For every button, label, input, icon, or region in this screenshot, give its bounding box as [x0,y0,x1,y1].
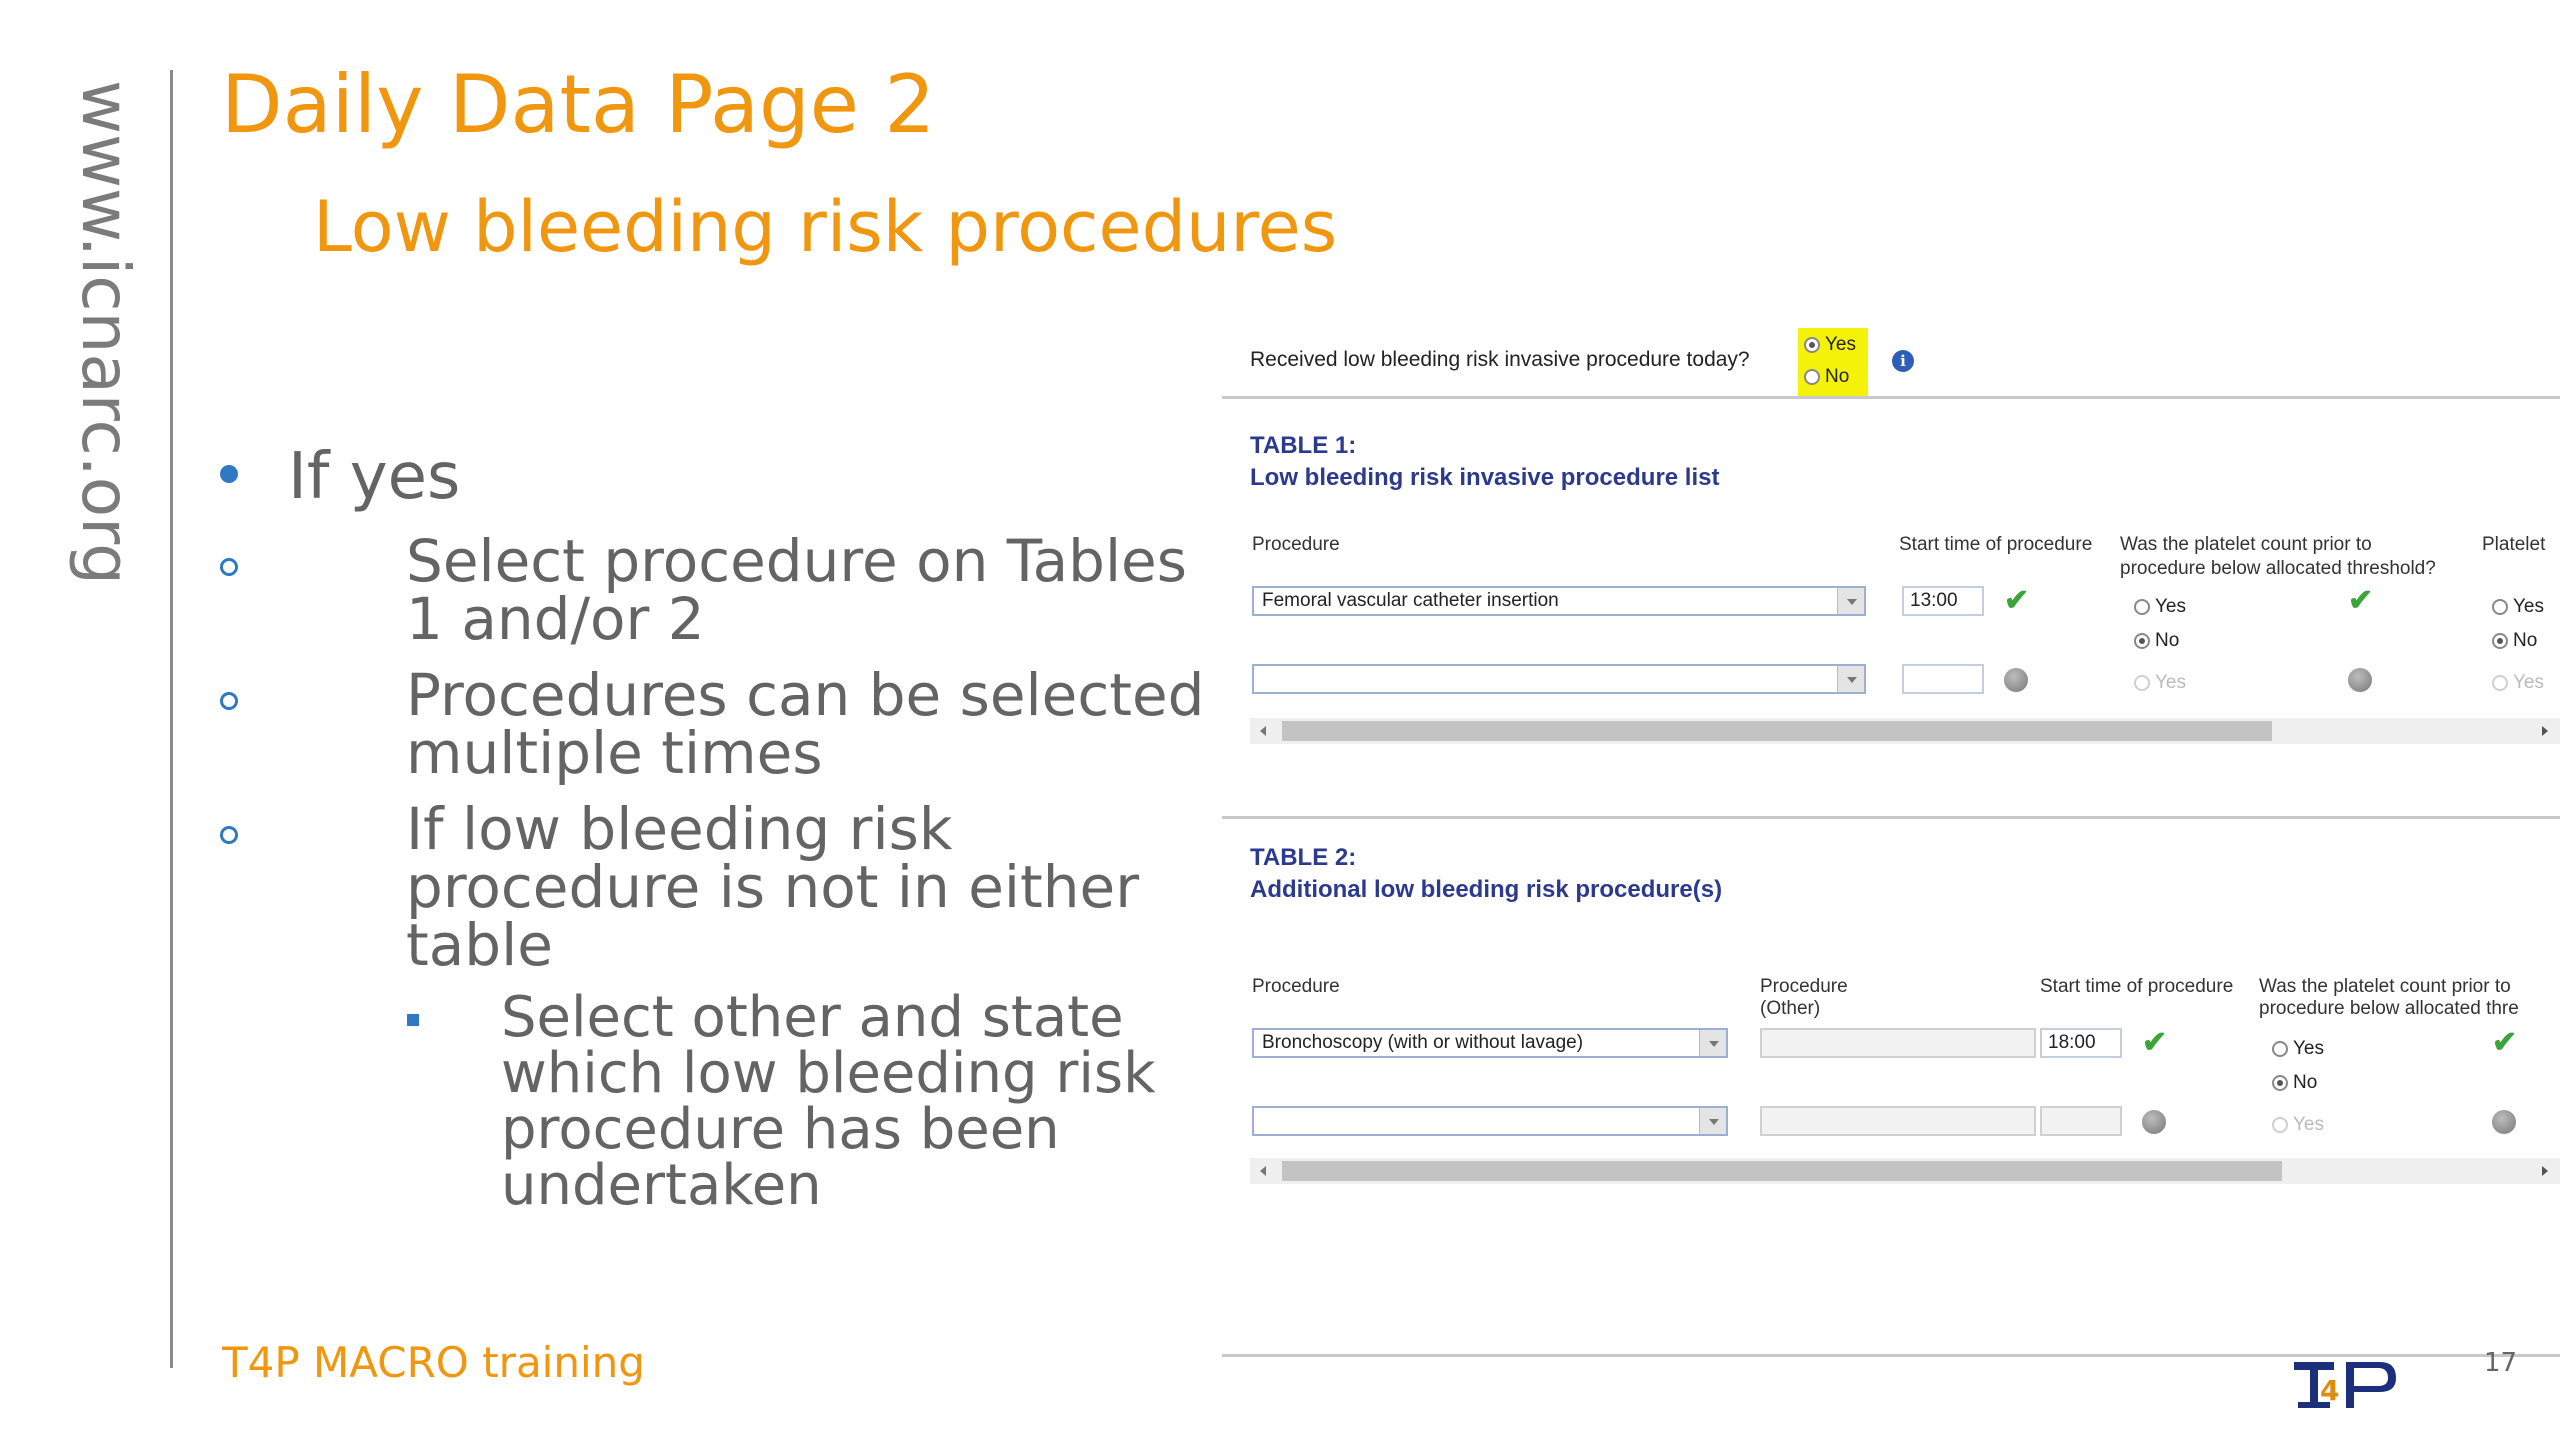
table2-row1-radio-yes[interactable]: Yes [2272,1038,2324,1060]
t4p-logo [2290,1348,2410,1412]
table1-row1-time-input[interactable]: 13:00 [1902,586,1984,616]
status-dot-icon [2004,668,2028,692]
radio-selected-icon [2134,633,2150,649]
side-url [48,80,163,600]
table1-scrollbar[interactable] [1250,718,2560,744]
radio-empty-icon [1804,369,1820,385]
bullet-level3-item [415,985,1235,1218]
table2-col-other-1: Procedure [1760,976,1848,997]
radio-disabled-icon [2492,675,2508,691]
table2-row1-radio-no[interactable]: No [2272,1072,2317,1094]
separator [1222,396,2560,399]
info-icon[interactable]: i [1892,350,1914,372]
table1-col-platelet-1: Was the platelet count prior to [2120,534,2372,555]
table2-col-start-time: Start time of procedure [2040,976,2234,997]
square-bullet-icon [407,1014,419,1026]
scroll-right-icon[interactable] [2542,1166,2548,1176]
table1-title: Low bleeding risk invasive procedure list [1250,464,1720,491]
page-number: 17 [2484,1348,2518,1378]
radio-empty-icon [2134,599,2150,615]
check-icon: ✔ [2004,584,2030,617]
table1-col-platelet-2: procedure below allocated threshold? [2120,558,2436,579]
dropdown-arrow-icon[interactable] [1699,1108,1726,1134]
t4p-logo-icon [2290,1348,2410,1412]
radio-empty-icon [2492,599,2508,615]
separator [1222,816,2560,819]
scroll-thumb[interactable] [1282,721,2272,741]
table2-col-platelet-1: Was the platelet count prior to [2259,976,2511,997]
table2-title: Additional low bleeding risk procedure(s) [1250,876,1723,903]
slide-title: Daily Data Page 2 [221,58,936,151]
radio-no[interactable]: No [1804,366,1849,388]
scroll-thumb[interactable] [1282,1161,2282,1181]
ring-bullet-icon [220,692,238,710]
table1-row2-procedure-select[interactable] [1252,664,1866,694]
ring-bullet-icon [220,558,238,576]
table2-row2-radio-yes[interactable]: Yes [2272,1114,2324,1136]
bullet-level2-text: Select procedure on Tables 1 and/or 2 [406,527,1187,653]
bullet-level3-text: Select other and state which low bleeding risk procedure has been undertaken [501,985,1156,1218]
bullet-dot-icon [220,465,238,483]
side-url-text: www.icnarc.org [67,80,144,585]
bullet-level1 [220,440,460,514]
scroll-left-icon[interactable] [1260,1166,1266,1176]
table1-row1-radio2-no[interactable]: No [2492,630,2537,652]
dropdown-arrow-icon[interactable] [1837,666,1864,692]
table1-row2-radio-yes[interactable]: Yes [2134,672,2186,694]
radio-empty-icon [2272,1041,2288,1057]
table1-col-procedure: Procedure [1252,534,1340,555]
svg-text:4: 4 [2320,1374,2340,1407]
table2-scrollbar[interactable] [1250,1158,2560,1184]
scroll-right-icon[interactable] [2542,726,2548,736]
table2-col-procedure: Procedure [1252,976,1340,997]
table2-row2-procedure-select[interactable] [1252,1106,1728,1136]
table1-row1-radio-yes[interactable]: Yes [2134,596,2186,618]
table1-row1-procedure-select[interactable]: Femoral vascular catheter insertion [1252,586,1866,616]
status-dot-icon [2348,668,2372,692]
radio-selected-icon [2272,1075,2288,1091]
status-dot-icon [2142,1110,2166,1134]
radio-yes[interactable]: Yes [1804,334,1856,356]
check-icon: ✔ [2492,1026,2518,1059]
table1-row1-radio-no[interactable]: No [2134,630,2179,652]
table2-col-platelet-2: procedure below allocated thre [2259,998,2519,1019]
dropdown-arrow-icon[interactable] [1699,1030,1726,1056]
check-icon: ✔ [2142,1026,2168,1059]
radio-disabled-icon [2272,1117,2288,1133]
table1-label: TABLE 1: [1250,432,1357,459]
table1-col-start-time: Start time of procedure [1899,534,2093,555]
radio-disabled-icon [2134,675,2150,691]
question-label: Received low bleeding risk invasive procedure today? [1250,348,1750,371]
bullet-level2-item [320,527,1220,653]
table2-row2-other-input[interactable] [1760,1106,2036,1136]
status-dot-icon [2492,1110,2516,1134]
table1-col-platelet-cut: Platelet [2482,534,2546,555]
footer-text: T4P MACRO training [222,1338,645,1387]
yes-no-highlight [1798,328,1868,396]
table2-label: TABLE 2: [1250,844,1357,871]
scroll-left-icon[interactable] [1260,726,1266,736]
check-icon: ✔ [2348,584,2374,617]
radio-selected-icon [2492,633,2508,649]
table2-row1-time-input[interactable]: 18:00 [2040,1028,2122,1058]
table2-col-other-2: (Other) [1760,998,1821,1019]
bullet-level2-item [320,661,1220,787]
bullet-level2-text: If low bleeding risk procedure is not in either table [406,795,1140,979]
slide-subtitle: Low bleeding risk procedures [313,186,1338,268]
form-screenshot [1222,300,2560,1360]
table2-row2-time-input[interactable] [2040,1106,2122,1136]
ring-bullet-icon [220,826,238,844]
table2-row1-other-input[interactable] [1760,1028,2036,1058]
table1-row2-radio2-yes[interactable]: Yes [2492,672,2544,694]
table2-row1-procedure-select[interactable]: Bronchoscopy (with or without lavage) [1252,1028,1728,1058]
bullet-level2-item [320,795,1220,979]
table1-row2-time-input[interactable] [1902,664,1984,694]
bullet-level1-text: If yes [288,440,461,514]
table1-row1-radio2-yes[interactable]: Yes [2492,596,2544,618]
radio-selected-icon [1804,337,1820,353]
vertical-divider [170,70,173,1368]
dropdown-arrow-icon[interactable] [1837,588,1864,614]
bullet-level2-text: Procedures can be selected multiple times [406,661,1205,787]
